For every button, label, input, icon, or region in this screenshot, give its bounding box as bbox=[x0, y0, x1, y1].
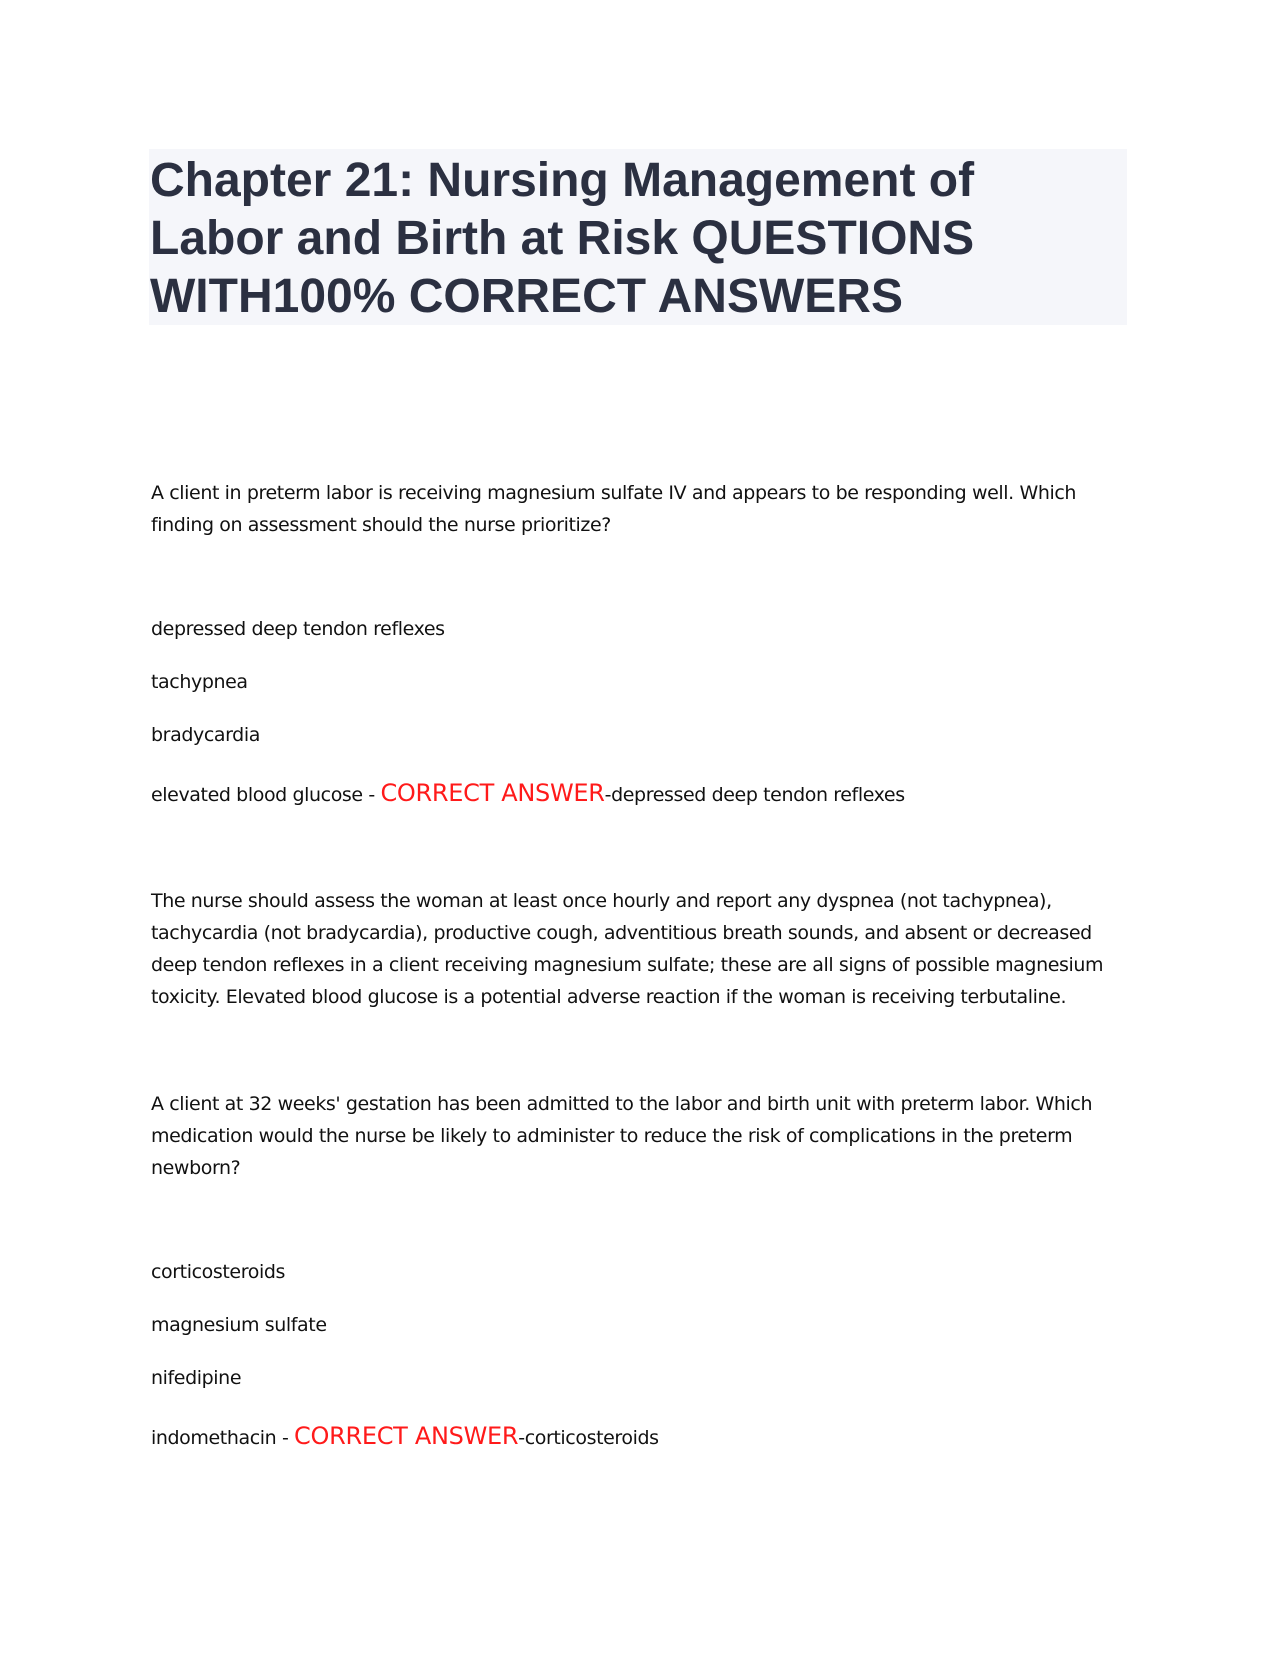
question-1-rationale: The nurse should assess the woman at least once hourly and report any dyspnea (not tachypnea), tachycardia (not bradycardia), productive cough, adventitious breath sounds, and absent or decreased deep tendon reflexes in a client receiving magnesium sulfate; these are all signs of possible magnesium toxicity. Elevated blood glucose is a potential adverse reaction if the woman is receiving terbutaline. bbox=[151, 890, 1104, 1008]
correct-answer-label: CORRECT ANSWER bbox=[380, 779, 605, 807]
correct-answer-label: CORRECT ANSWER bbox=[294, 1422, 519, 1450]
question-1-option-2: tachypnea bbox=[151, 671, 248, 693]
question-1-stem: A client in preterm labor is receiving magnesium sulfate IV and appears to be responding well. Which finding on assessment should the nurse prioritize? bbox=[151, 482, 1077, 536]
question-1-answer-line bbox=[151, 777, 1121, 811]
question-1-option-4: elevated blood glucose - bbox=[151, 784, 381, 806]
question-2-stem: A client at 32 weeks' gestation has been admitted to the labor and birth unit with preterm labor. Which medication would the nurse be likely to administer to reduce the risk of complications in the preterm newborn? bbox=[151, 1093, 1093, 1179]
question-2-correct-answer: -corticosteroids bbox=[518, 1427, 659, 1449]
question-1-correct-answer: -depressed deep tendon reflexes bbox=[604, 784, 905, 806]
question-2-option-2: magnesium sulfate bbox=[151, 1314, 327, 1336]
question-2-answer-line bbox=[151, 1420, 1121, 1454]
question-2-option-3: nifedipine bbox=[151, 1367, 242, 1389]
question-1-option-1: depressed deep tendon reflexes bbox=[151, 618, 445, 640]
document-title: Chapter 21: Nursing Management of Labor and Birth at Risk QUESTIONS WITH100% CORRECT ANSWERS bbox=[150, 154, 975, 323]
question-2-option-4: indomethacin - bbox=[151, 1427, 295, 1449]
question-1-option-3: bradycardia bbox=[151, 724, 260, 746]
question-2-option-1: corticosteroids bbox=[151, 1261, 285, 1283]
